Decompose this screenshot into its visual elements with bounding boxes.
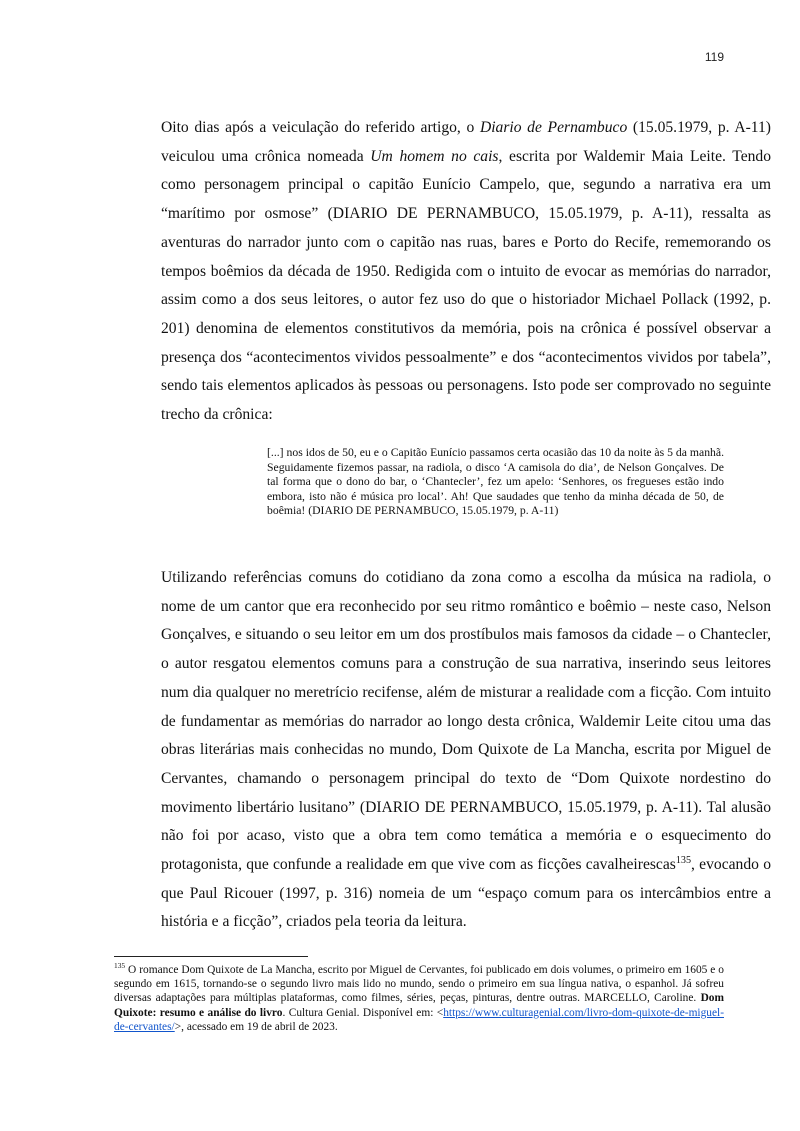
footnote-text: . Cultura Genial. Disponível em: <: [282, 1006, 444, 1019]
footnote-divider: [114, 956, 308, 957]
body-paragraph-2: [114, 564, 771, 937]
footnote-marker: 135: [114, 961, 126, 971]
newspaper-title: Diario de Pernambuco: [479, 119, 628, 136]
footnote-link[interactable]: https://www.culturagenial.com/livro-dom-quixote-de-miguel-de-cervantes/: [114, 1006, 724, 1033]
footnote-text: O romance Dom Quixote de La Mancha, escrito por Miguel de Cervantes, foi publicado em dois volumes, o primeiro em 1605 e o segundo em 1615, tornando-se o segundo livro mais lido no mundo, sendo o primeiro em sua língua nativa, o espanhol. Já sofreu diversas adaptações para múltiplas plataformas, como filmes, séries, peças, pinturas, dentre outras. MARCELLO, Caroline.: [114, 964, 724, 1005]
footnote: [114, 963, 724, 1034]
footnote-reference[interactable]: 135: [675, 854, 692, 866]
body-paragraph-1: [114, 114, 771, 430]
page-number: 119: [704, 50, 724, 64]
chronicle-title: Um homem no cais: [370, 147, 499, 165]
footnote-book-title: Dom Quixote: resumo e análise do livro: [114, 992, 724, 1019]
paragraph-text: , evocando o que Paul Ricouer (1997, p. 316) nomeia de um “espaço comum para os intercâmbios entre a história e a ficção”, criados pela teoria da leitura.: [161, 856, 771, 931]
paragraph-text: Oito dias após a veiculação do referido artigo, o: [161, 119, 480, 136]
block-quote: [...] nos idos de 50, eu e o Capitão Eunício passamos certa ocasião das 10 da noite às 5 da manhã. Seguidamente fizemos passar, na radiola, o disco ‘A camisola do dia’, de Nelson Gonçalves. De tal forma que o dono do bar, o ‘Chantecler’, fez um apelo: ‘Senhores, os fregueses estão indo embora, isto não é música pro local’. Ah! Que saudades que tenho da minha década de 50, de boêmia! (DIARIO DE PERNAMBUCO, 15.05.1979, p. A-11): [267, 446, 724, 518]
paragraph-text: , escrita por Waldemir Maia Leite. Tendo como personagem principal o capitão Eunício Campelo, que, segundo a narrativa era um “marítimo por osmose” (DIARIO DE PERNAMBUCO, 15.05.1979, p. A-11), ressalta as aventuras do narrador junto com o capitão nas ruas, bares e Porto do Recife, rememorando os tempos boêmios da década de 1950. Redigida com o intuito de evocar as memórias do narrador, assim como a dos seus leitores, o autor fez uso do que o historiador Michael Pollack (1992, p. 201) denomina de elementos constitutivos da memória, pois na crônica é possível observar a presença dos “acontecimentos vividos pessoalmente” e dos “acontecimentos vividos por tabela”, sendo tais elementos aplicados às pessoas ou personagens. Isto pode ser comprovado no seguinte trecho da crônica:: [161, 147, 772, 424]
paragraph-text: Utilizando referências comuns do cotidiano da zona como a escolha da música na radiola, o nome de um cantor que era reconhecido por seu ritmo romântico e boêmio – neste caso, Nelson Gonçalves, e situando o seu leitor em um dos prostíbulos mais famosos da cidade – o Chantecler, o autor resgatou elementos comuns para a construção de sua narrativa, inserindo seus leitores num dia qualquer no meretrício recifense, além de misturar a realidade com a ficção. Com intuito de fundamentar as memórias do narrador ao longo desta crônica, Waldemir Leite citou uma das obras literárias mais conhecidas no mundo, Dom Quixote de La Mancha, escrita por Miguel de Cervantes, chamando o personagem principal do texto de “Dom Quixote nordestino do movimento libertário lusitano” (DIARIO DE PERNAMBUCO, 15.05.1979, p. A-11). Tal alusão não foi por acaso, visto que a obra tem como temática a memória e o esquecimento do protagonista, que confunde a realidade em que vive com as ficções cavalheirescas: [161, 569, 771, 874]
footnote-text: >, acessado em 19 de abril de 2023.: [174, 1020, 338, 1033]
paragraph-text: (15.05.1979, p. A-11) veiculou uma crônica nomeada: [161, 119, 771, 165]
